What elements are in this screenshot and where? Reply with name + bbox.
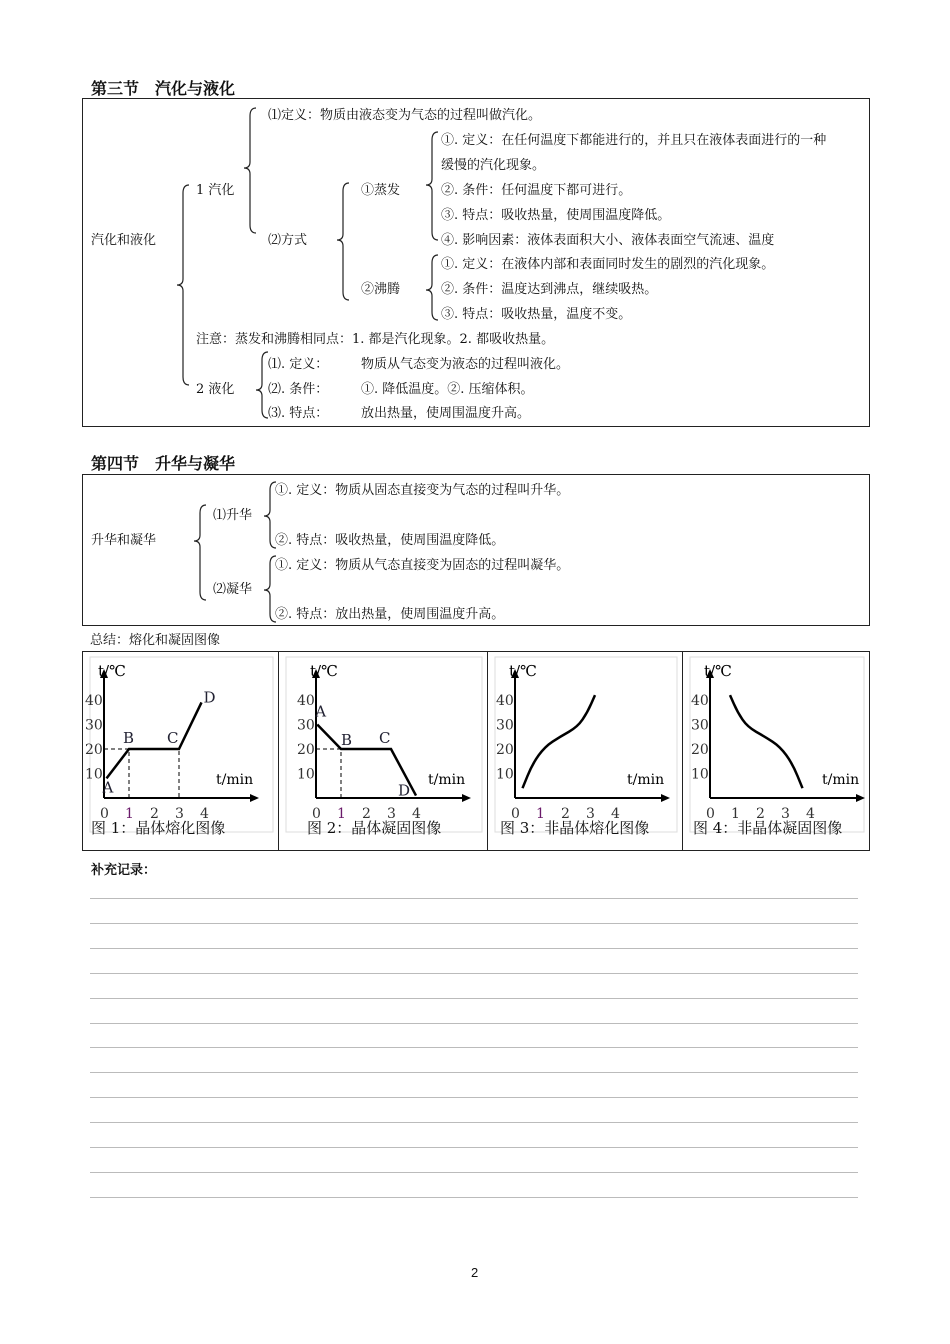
note-line <box>90 898 858 899</box>
point-label: D <box>203 688 216 707</box>
x-tick-label: 2 <box>362 806 371 822</box>
brace-icon <box>337 183 349 300</box>
y-tick-label: 30 <box>496 717 514 734</box>
point-label: D <box>398 781 411 800</box>
note-line <box>90 1197 858 1198</box>
y-tick-label: 10 <box>496 766 514 783</box>
x-tick-label: 1 <box>125 806 134 822</box>
note-line <box>90 1147 858 1148</box>
boiling-item: ③. 特点：吸收热量，温度不变。 <box>441 307 632 322</box>
y-tick-label: 20 <box>496 742 514 758</box>
y-axis-label: t/℃ <box>98 662 126 680</box>
brace-icon <box>264 556 276 622</box>
brace-icon <box>177 185 189 385</box>
liquefaction-value: ①. 降低温度。②. 压缩体积。 <box>361 382 534 397</box>
x-tick-label: 3 <box>781 806 790 822</box>
notes-title: 补充记录： <box>91 863 157 878</box>
note-line <box>90 1072 858 1073</box>
point-label: A <box>315 702 327 721</box>
liquefaction-value: 物质从气态变为液态的过程叫液化。 <box>361 357 570 372</box>
y-tick-label: 30 <box>85 717 103 734</box>
note-line <box>90 948 858 949</box>
x-axis-label: t/min <box>428 772 466 788</box>
page-number: 2 <box>471 1265 479 1280</box>
chart-caption: 图 4：非晶体凝固图像 <box>693 819 843 837</box>
y-tick-label: 30 <box>297 717 315 734</box>
note-line <box>90 1047 858 1048</box>
evaporation-item: 缓慢的汽化现象。 <box>441 158 546 173</box>
methods-label: ⑵方式 <box>268 233 308 248</box>
summary-title: 总结：熔化和凝固图像 <box>90 633 221 648</box>
y-tick-label: 40 <box>85 693 103 709</box>
liquefaction-key: ⑵. 条件： <box>268 382 329 397</box>
root-label: 汽化和液化 <box>91 233 157 248</box>
brace-icon <box>426 255 438 320</box>
brace-icon <box>426 132 438 240</box>
root-label: 升华和凝华 <box>91 533 157 548</box>
series-line <box>523 695 596 788</box>
x-tick-label: 3 <box>175 806 184 822</box>
chart-caption: 图 2：晶体凝固图像 <box>307 819 442 837</box>
sublimation-item: ②. 特点：吸收热量，使周围温度降低。 <box>275 533 505 548</box>
x-tick-label: 0 <box>312 806 321 822</box>
note-line <box>90 973 858 974</box>
vaporization-label: 1 汽化 <box>196 183 235 198</box>
point-label: B <box>123 729 135 747</box>
note: 注意：蒸发和沸腾相同点：1. 都是汽化现象。2. 都吸收热量。 <box>196 332 555 347</box>
section3-heading: 第三节 汽化与液化 <box>91 79 236 98</box>
evaporation-item: ③. 特点：吸收热量，使周围温度降低。 <box>441 208 671 223</box>
y-axis-label: t/℃ <box>310 662 338 680</box>
brace-icon <box>256 352 268 418</box>
y-tick-label: 10 <box>85 766 103 783</box>
vaporization-definition: ⑴定义：物质由液态变为气态的过程叫做汽化。 <box>268 108 542 123</box>
x-axis-arrow-icon <box>462 794 471 802</box>
x-tick-label: 4 <box>412 806 421 822</box>
y-tick-label: 10 <box>691 766 709 783</box>
series-line <box>107 702 202 778</box>
chart-panel-4 <box>682 651 870 851</box>
deposition-label: ⑵凝华 <box>213 582 253 597</box>
boiling-item: ①. 定义：在液体内部和表面同时发生的剧烈的汽化现象。 <box>441 257 775 272</box>
guide-line <box>316 749 341 798</box>
x-tick-label: 1 <box>337 806 346 822</box>
liquefaction-value: 放出热量，使周围温度升高。 <box>361 406 531 421</box>
guide-line <box>104 749 179 798</box>
x-tick-label: 0 <box>100 806 109 822</box>
x-tick-label: 3 <box>387 806 396 822</box>
brace-icon <box>244 108 256 233</box>
chart-caption: 图 1：晶体熔化图像 <box>91 819 226 837</box>
section4-heading: 第四节 升华与凝华 <box>91 454 236 473</box>
x-tick-label: 2 <box>150 806 159 822</box>
evaporation-item: ①. 定义：在任何温度下都能进行的，并且只在液体表面进行的一种 <box>441 133 827 148</box>
x-axis-label: t/min <box>216 772 254 788</box>
note-line <box>90 1023 858 1024</box>
point-label: C <box>379 729 391 747</box>
x-tick-label: 0 <box>511 806 520 822</box>
point-label: C <box>167 729 179 747</box>
y-tick-label: 40 <box>496 693 514 709</box>
evaporation-label: ①蒸发 <box>361 183 401 198</box>
note-line <box>90 1097 858 1098</box>
y-axis-label: t/℃ <box>509 662 537 680</box>
x-axis-label: t/min <box>627 772 665 788</box>
deposition-item: ②. 特点：放出热量，使周围温度升高。 <box>275 607 505 622</box>
x-tick-label: 1 <box>731 806 740 822</box>
liquefaction-key: ⑶. 特点： <box>268 406 329 421</box>
brace-icon <box>264 482 276 548</box>
point-label: A <box>102 778 114 797</box>
y-tick-label: 20 <box>691 742 709 758</box>
x-tick-label: 3 <box>586 806 595 822</box>
point-label: B <box>341 731 353 749</box>
deposition-item: ①. 定义：物质从气态直接变为固态的过程叫凝华。 <box>275 558 570 573</box>
y-tick-label: 40 <box>297 693 315 709</box>
note-line <box>90 1122 858 1123</box>
liquefaction-label: 2 液化 <box>196 382 235 397</box>
note-line <box>90 998 858 999</box>
y-tick-label: 30 <box>691 717 709 734</box>
boiling-item: ②. 条件：温度达到沸点，继续吸热。 <box>441 282 658 297</box>
boiling-label: ②沸腾 <box>361 282 401 297</box>
x-tick-label: 2 <box>561 806 570 822</box>
sublimation-item: ①. 定义：物质从固态直接变为气态的过程叫升华。 <box>275 483 570 498</box>
x-axis-arrow-icon <box>661 794 670 802</box>
note-line <box>90 1172 858 1173</box>
x-tick-label: 1 <box>536 806 545 822</box>
x-tick-label: 0 <box>706 806 715 822</box>
note-line <box>90 923 858 924</box>
chart-panel-3 <box>487 651 683 851</box>
x-axis-label: t/min <box>822 772 860 788</box>
chart-panel-1 <box>82 651 279 851</box>
y-tick-label: 20 <box>85 742 103 758</box>
x-tick-label: 4 <box>611 806 620 822</box>
evaporation-item: ②. 条件：任何温度下都可进行。 <box>441 183 632 198</box>
y-axis-label: t/℃ <box>704 662 732 680</box>
brace-icon <box>194 505 206 600</box>
series-line <box>730 695 803 788</box>
y-tick-label: 40 <box>691 693 709 709</box>
x-tick-label: 2 <box>756 806 765 822</box>
y-tick-label: 20 <box>297 742 315 758</box>
liquefaction-key: ⑴. 定义： <box>268 357 329 372</box>
sublimation-label: ⑴升华 <box>213 508 253 523</box>
x-tick-label: 4 <box>806 806 815 822</box>
chart-caption: 图 3：非晶体熔化图像 <box>500 819 650 837</box>
x-tick-label: 4 <box>200 806 209 822</box>
x-axis-arrow-icon <box>250 794 259 802</box>
y-tick-label: 10 <box>297 766 315 783</box>
chart-panel-2 <box>278 651 488 851</box>
evaporation-item: ④. 影响因素：液体表面积大小、液体表面空气流速、温度 <box>441 233 775 248</box>
